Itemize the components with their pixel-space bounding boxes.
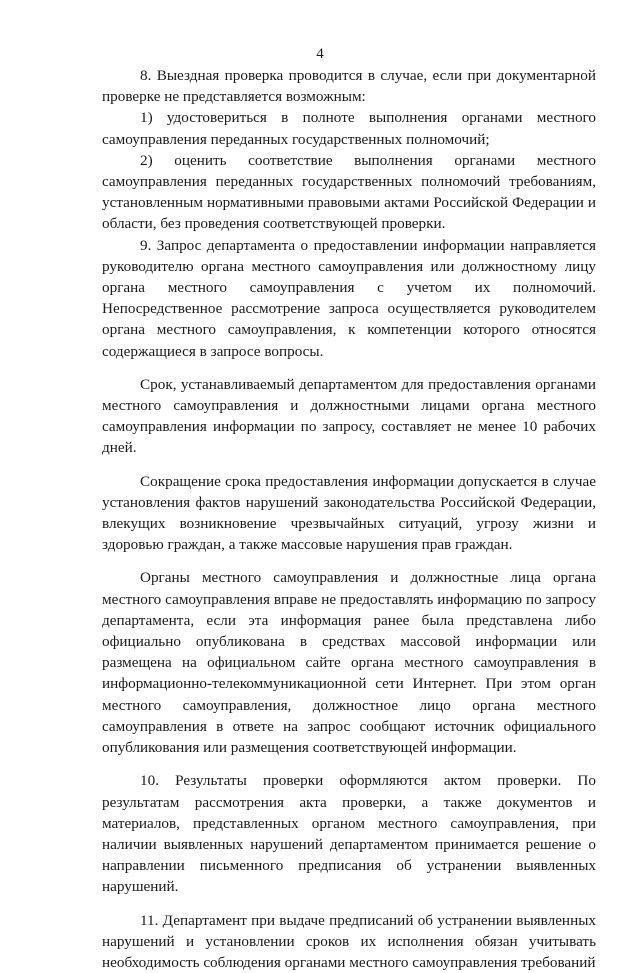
- paragraph-10: 10. Результаты проверки оформляются актом проверки. По результатам рассмотрения акта проверки, а также документов и материалов, представленных органом местного самоуправления, при наличии выявленных нарушений департаментом принимается решение о направлении письменного предписания об устранении выявленных нарушений.: [102, 772, 596, 896]
- page-number: 4: [316, 46, 324, 62]
- document-body: [102, 65, 596, 973]
- paragraph-9-reduction: Сокращение срока предоставления информации допускается в случае установления фактов нарушений законодательства Российской Федерации, влекущих возникновение чрезвычайных ситуаций, угрозу жизни и здоровью граждан, а также массовые нарушения прав граждан.: [102, 472, 596, 554]
- paragraph-9: 9. Запрос департамента о предоставлении информации направляется руководителю органа местного самоуправления или должностному лицу органа местного самоуправления с учетом их полномочий. Непосредственное рассмотрение запроса осуществляется руководителем органа местного самоуправления, к компетенции которого относятся содержащиеся в запросе вопросы.: [102, 236, 596, 360]
- paragraph-8-item-1: 1) удостовериться в полноте выполнения органами местного самоуправления переданных государственных полномочий;: [102, 109, 596, 148]
- paragraph-9-exemption: Органы местного самоуправления и должностные лица органа местного самоуправления вправе не предоставлять информацию по запросу департамента, если эта информация ранее была представлена либо официально опубликована в средствах массовой информации или размещена на официальном сайте органа местного самоуправления в информационно-телекоммуникационной сети Интернет. При этом орган местного самоуправления, должностное лицо органа местного самоуправления в ответе на запрос сообщают источник официального опубликования или размещения соответствующей информации.: [102, 569, 596, 757]
- paragraph-8-item-2: 2) оценить соответствие выполнения органами местного самоуправления переданных государственных полномочий требованиям, установленным нормативными правовыми актами Российской Федерации и области, без проведения соответствующей проверки.: [102, 151, 596, 233]
- paragraph-9-term: Срок, устанавливаемый департаментом для предоставления органами местного самоуправления и должностными лицами органа местного самоуправления информации по запросу, составляет не менее 10 рабочих дней.: [102, 375, 596, 457]
- paragraph-8: 8. Выездная проверка проводится в случае, если при документарной проверке не представляется возможным:: [102, 67, 596, 106]
- paragraph-11: 11. Департамент при выдаче предписаний об устранении выявленных нарушений и установлении сроков их исполнения обязан учитывать необходимость соблюдения органами местного самоуправления требований: [102, 911, 596, 971]
